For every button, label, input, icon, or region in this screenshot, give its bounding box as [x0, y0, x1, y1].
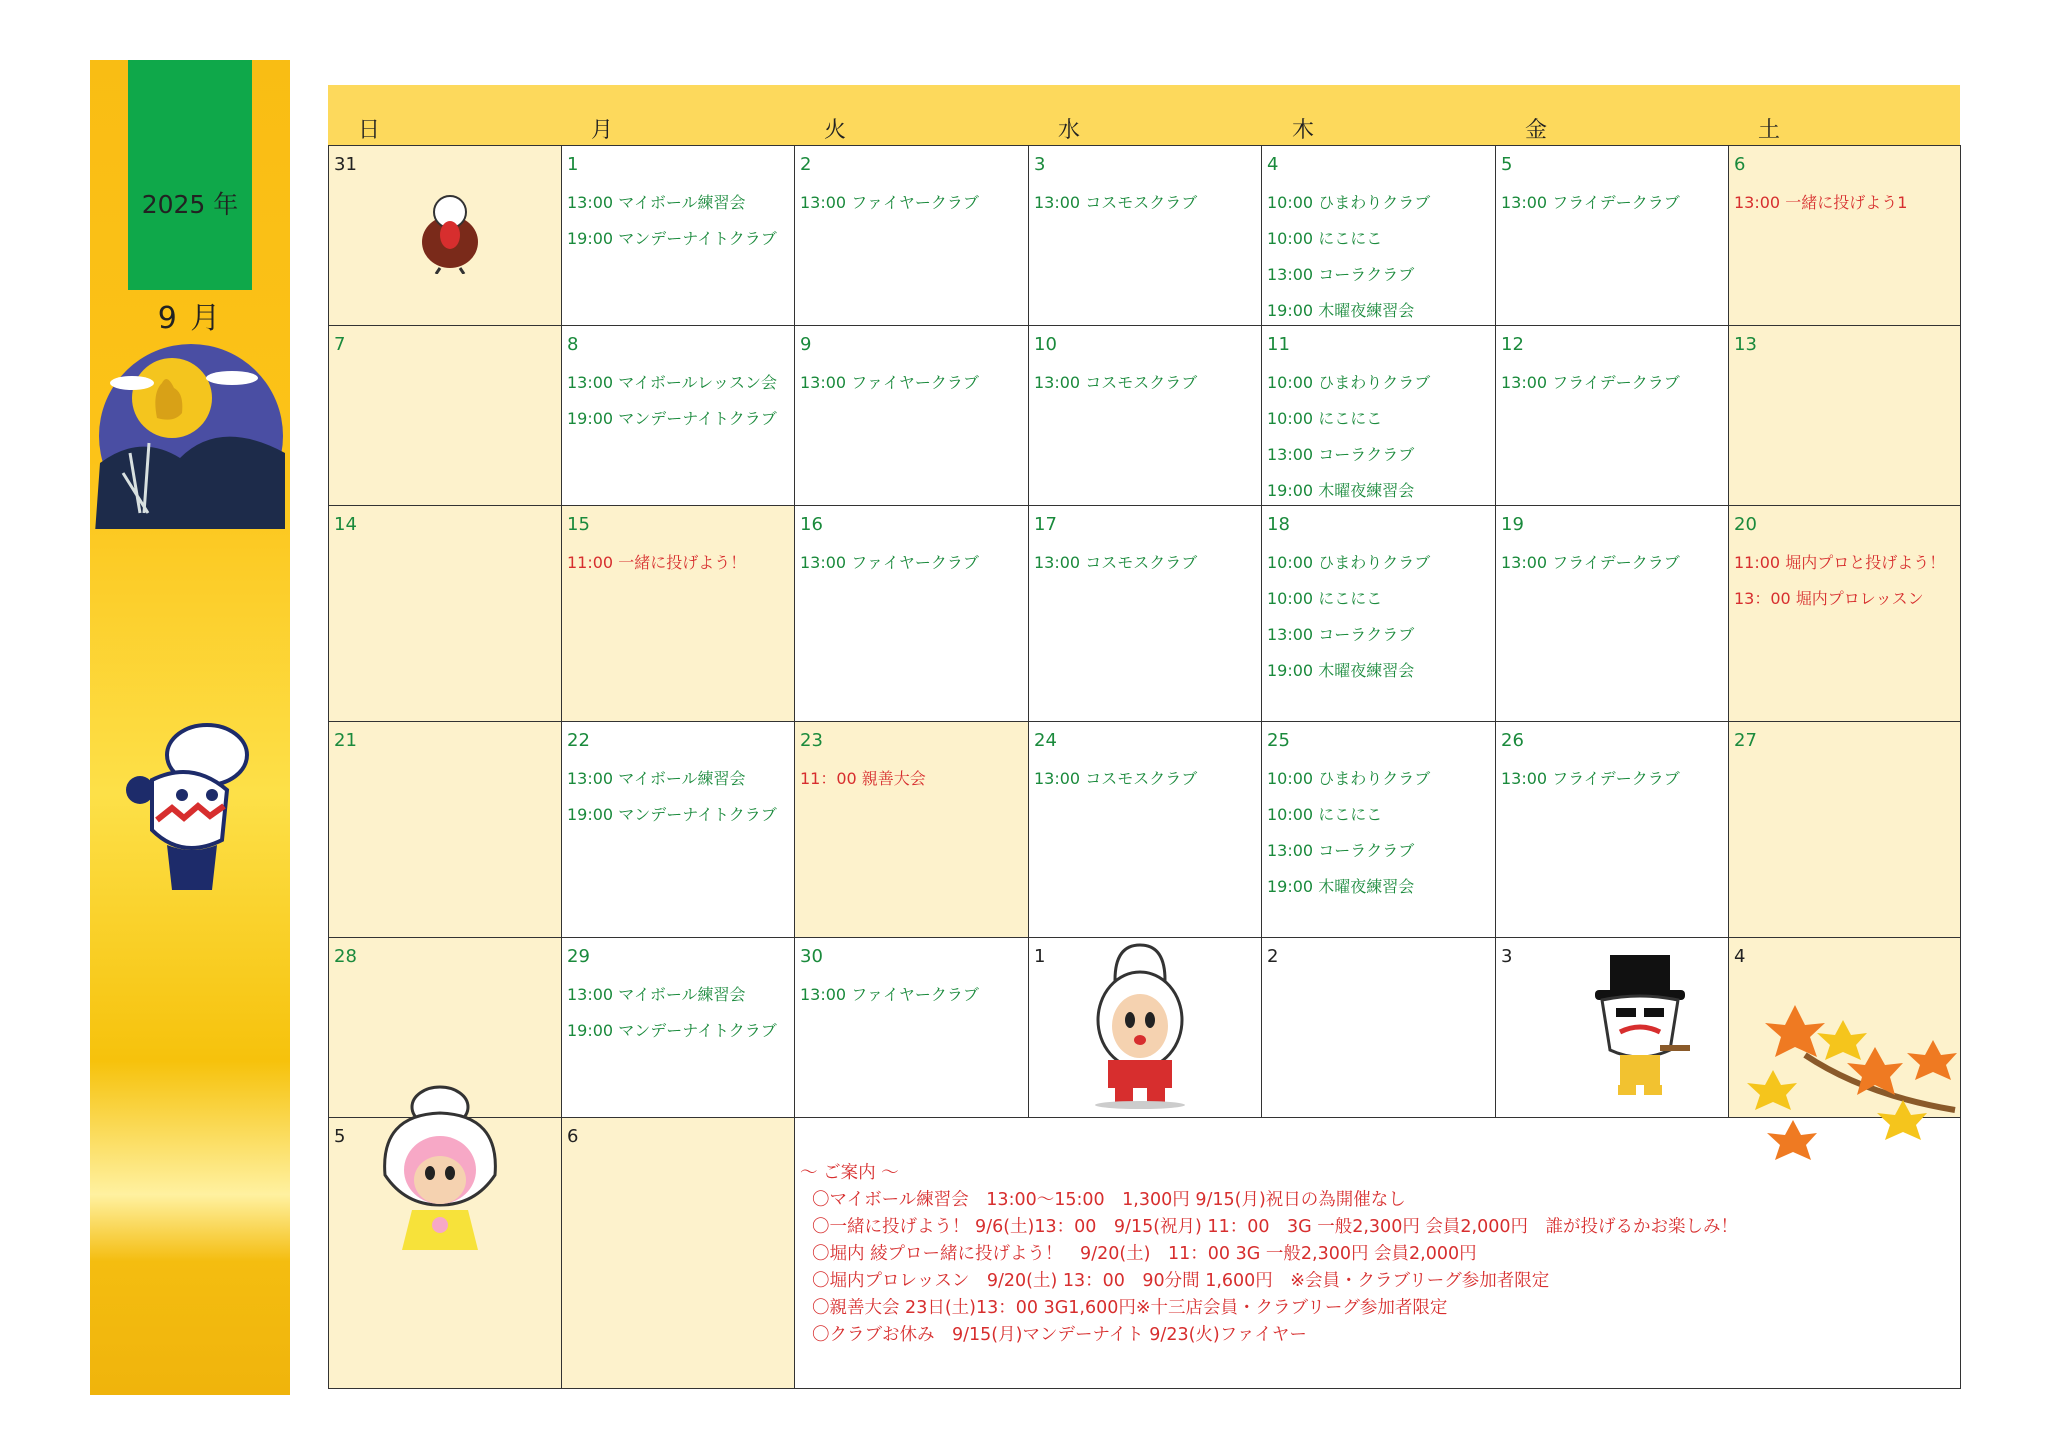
day-cell	[561, 721, 795, 938]
day-number: 14	[334, 514, 357, 535]
day-cell	[1728, 325, 1961, 506]
day-number: 9	[800, 334, 812, 355]
event-item: 19:00 マンデーナイトクラブ	[567, 229, 777, 248]
day-number: 31	[334, 154, 357, 175]
day-cell	[1261, 505, 1496, 722]
event-item: 13:00 ファイヤークラブ	[800, 193, 979, 212]
day-cell	[1495, 325, 1729, 506]
event-item: 10:00 にこにこ	[1267, 229, 1383, 248]
day-number: 19	[1501, 514, 1524, 535]
mascot-top-hat-illustration	[1580, 950, 1700, 1105]
day-number: 1	[567, 154, 579, 175]
event-item: 19:00 木曜夜練習会	[1267, 301, 1415, 320]
event-item: 19:00 木曜夜練習会	[1267, 661, 1415, 680]
day-number: 5	[1501, 154, 1513, 175]
day-cell	[1028, 505, 1262, 722]
weekday-mon: 月	[591, 118, 614, 143]
year-label: 2025 年	[141, 190, 239, 219]
day-number: 5	[334, 1126, 346, 1147]
event-item: 10:00 にこにこ	[1267, 805, 1383, 824]
event-item: 13:00 一緒に投げよう1	[1734, 193, 1908, 212]
event-item: 11：00 親善大会	[800, 769, 926, 788]
notice-line: 〇マイボール練習会 13:00～15:00 1,300円 9/15(月)祝日の為開催なし	[812, 1190, 1406, 1210]
month-label: 9 月	[157, 301, 223, 336]
event-item: 19:00 木曜夜練習会	[1267, 877, 1415, 896]
notice-line: 〇親善大会 23日(土)13：00 3G1,600円※十三店会員・クラブリーグ参加者限定	[812, 1298, 1448, 1318]
event-item: 13:00 マイボールレッスン会	[567, 373, 777, 392]
day-cell	[561, 1117, 795, 1389]
event-item: 13:00 ファイヤークラブ	[800, 553, 979, 572]
event-item: 13:00 マイボール練習会	[567, 985, 746, 1004]
event-item: 10:00 ひまわりクラブ	[1267, 769, 1431, 788]
notice-line: 〇クラブお休み 9/15(月)マンデーナイト 9/23(火)ファイヤー	[812, 1325, 1307, 1345]
event-item: 13:00 コーラクラブ	[1267, 265, 1415, 284]
event-item: 13:00 コスモスクラブ	[1034, 373, 1198, 392]
moon-viewing-illustration	[92, 343, 290, 529]
event-item: 13:00 コーラクラブ	[1267, 841, 1415, 860]
day-number: 22	[567, 730, 590, 751]
event-item: 19:00 木曜夜練習会	[1267, 481, 1415, 500]
day-number: 13	[1734, 334, 1757, 355]
day-cell	[794, 325, 1029, 506]
mascot-mummy-illustration	[112, 720, 262, 910]
event-item: 13:00 コスモスクラブ	[1034, 769, 1198, 788]
day-cell	[794, 505, 1029, 722]
day-number: 25	[1267, 730, 1290, 751]
weekday-thu: 木	[1292, 118, 1315, 143]
day-number: 26	[1501, 730, 1524, 751]
event-item: 13:00 フライデークラブ	[1501, 553, 1680, 572]
weekday-sat: 土	[1758, 118, 1781, 143]
day-cell	[1495, 721, 1729, 938]
day-number: 17	[1034, 514, 1057, 535]
day-number: 3	[1034, 154, 1046, 175]
event-item: 19:00 マンデーナイトクラブ	[567, 1021, 777, 1040]
day-number: 4	[1267, 154, 1279, 175]
event-item: 10:00 ひまわりクラブ	[1267, 193, 1431, 212]
day-cell	[794, 937, 1029, 1118]
event-item: 13:00 ファイヤークラブ	[800, 373, 979, 392]
event-item: 11:00 堀内プロと投げよう！	[1734, 553, 1946, 572]
event-item: 13:00 フライデークラブ	[1501, 373, 1680, 392]
day-number: 2	[1267, 946, 1279, 967]
day-number: 18	[1267, 514, 1290, 535]
event-item: 10:00 ひまわりクラブ	[1267, 373, 1431, 392]
day-number: 30	[800, 946, 823, 967]
event-item: 13：00 堀内プロレッスン	[1734, 589, 1924, 608]
mascot-bird-illustration	[410, 190, 488, 274]
day-cell	[1261, 145, 1496, 326]
day-cell	[561, 325, 795, 506]
day-cell	[1261, 325, 1496, 506]
day-cell	[1261, 721, 1496, 938]
event-item: 13:00 コスモスクラブ	[1034, 193, 1198, 212]
day-cell	[1028, 145, 1262, 326]
weekday-wed: 水	[1058, 118, 1081, 143]
day-cell	[1728, 721, 1961, 938]
day-cell	[561, 505, 795, 722]
day-cell	[561, 937, 795, 1118]
event-item: 10:00 にこにこ	[1267, 589, 1383, 608]
autumn-leaves-illustration	[1745, 995, 1960, 1170]
event-item: 13:00 コーラクラブ	[1267, 625, 1415, 644]
event-item: 10:00 にこにこ	[1267, 409, 1383, 428]
day-cell	[328, 505, 562, 722]
notice-line: 〇堀内 綾プロー緒に投げよう！ 9/20(土) 11：00 3G 一般2,300円 会員2,000円	[812, 1244, 1477, 1264]
day-cell	[1261, 937, 1496, 1118]
day-number: 21	[334, 730, 357, 751]
day-cell	[1028, 325, 1262, 506]
event-item: 13:00 フライデークラブ	[1501, 193, 1680, 212]
day-number: 11	[1267, 334, 1290, 355]
weekday-fri: 金	[1525, 118, 1548, 143]
event-item: 13:00 フライデークラブ	[1501, 769, 1680, 788]
day-cell	[328, 721, 562, 938]
day-number: 10	[1034, 334, 1057, 355]
day-number: 3	[1501, 946, 1513, 967]
weekday-tue: 火	[824, 118, 847, 143]
day-number: 23	[800, 730, 823, 751]
notice-section	[800, 1160, 1738, 1349]
day-number: 6	[567, 1126, 579, 1147]
day-number: 6	[1734, 154, 1746, 175]
mascot-red-suit-illustration	[1080, 940, 1200, 1110]
event-item: 19:00 マンデーナイトクラブ	[567, 805, 777, 824]
day-cell	[1728, 145, 1961, 326]
notice-title: ～ ご案内 ～	[800, 1163, 899, 1183]
notice-line: 〇一緒に投げよう！ 9/6(土)13：00 9/15(祝月) 11：00 3G 一般2,300円 会員2,000円 誰が投げるかお楽しみ！	[812, 1217, 1738, 1237]
day-number: 29	[567, 946, 590, 967]
day-cell	[794, 721, 1029, 938]
event-item: 10:00 ひまわりクラブ	[1267, 553, 1431, 572]
day-cell	[328, 325, 562, 506]
day-number: 1	[1034, 946, 1046, 967]
day-number: 28	[334, 946, 357, 967]
day-cell	[1495, 145, 1729, 326]
day-number: 16	[800, 514, 823, 535]
day-cell	[1495, 505, 1729, 722]
day-number: 20	[1734, 514, 1757, 535]
mascot-pink-hair-illustration	[370, 1085, 510, 1275]
day-cell	[561, 145, 795, 326]
day-cell	[794, 145, 1029, 326]
event-item: 13:00 コスモスクラブ	[1034, 553, 1198, 572]
day-number: 12	[1501, 334, 1524, 355]
notice-line: 〇堀内プロレッスン 9/20(土) 13：00 90分間 1,600円 ※会員・クラブリーグ参加者限定	[812, 1271, 1550, 1291]
day-number: 2	[800, 154, 812, 175]
day-cell	[1028, 721, 1262, 938]
day-number: 15	[567, 514, 590, 535]
event-item: 13:00 マイボール練習会	[567, 769, 746, 788]
day-cell	[1728, 505, 1961, 722]
event-item: 11:00 一緒に投げよう！	[567, 553, 747, 572]
event-item: 13:00 マイボール練習会	[567, 193, 746, 212]
event-item: 13:00 コーラクラブ	[1267, 445, 1415, 464]
event-item: 19:00 マンデーナイトクラブ	[567, 409, 777, 428]
year-block	[128, 60, 252, 290]
event-item: 13:00 ファイヤークラブ	[800, 985, 979, 1004]
day-number: 7	[334, 334, 346, 355]
day-number: 24	[1034, 730, 1057, 751]
day-number: 27	[1734, 730, 1757, 751]
day-number: 8	[567, 334, 579, 355]
weekday-header	[328, 85, 1960, 145]
weekday-sun: 日	[358, 118, 381, 143]
day-number: 4	[1734, 946, 1746, 967]
